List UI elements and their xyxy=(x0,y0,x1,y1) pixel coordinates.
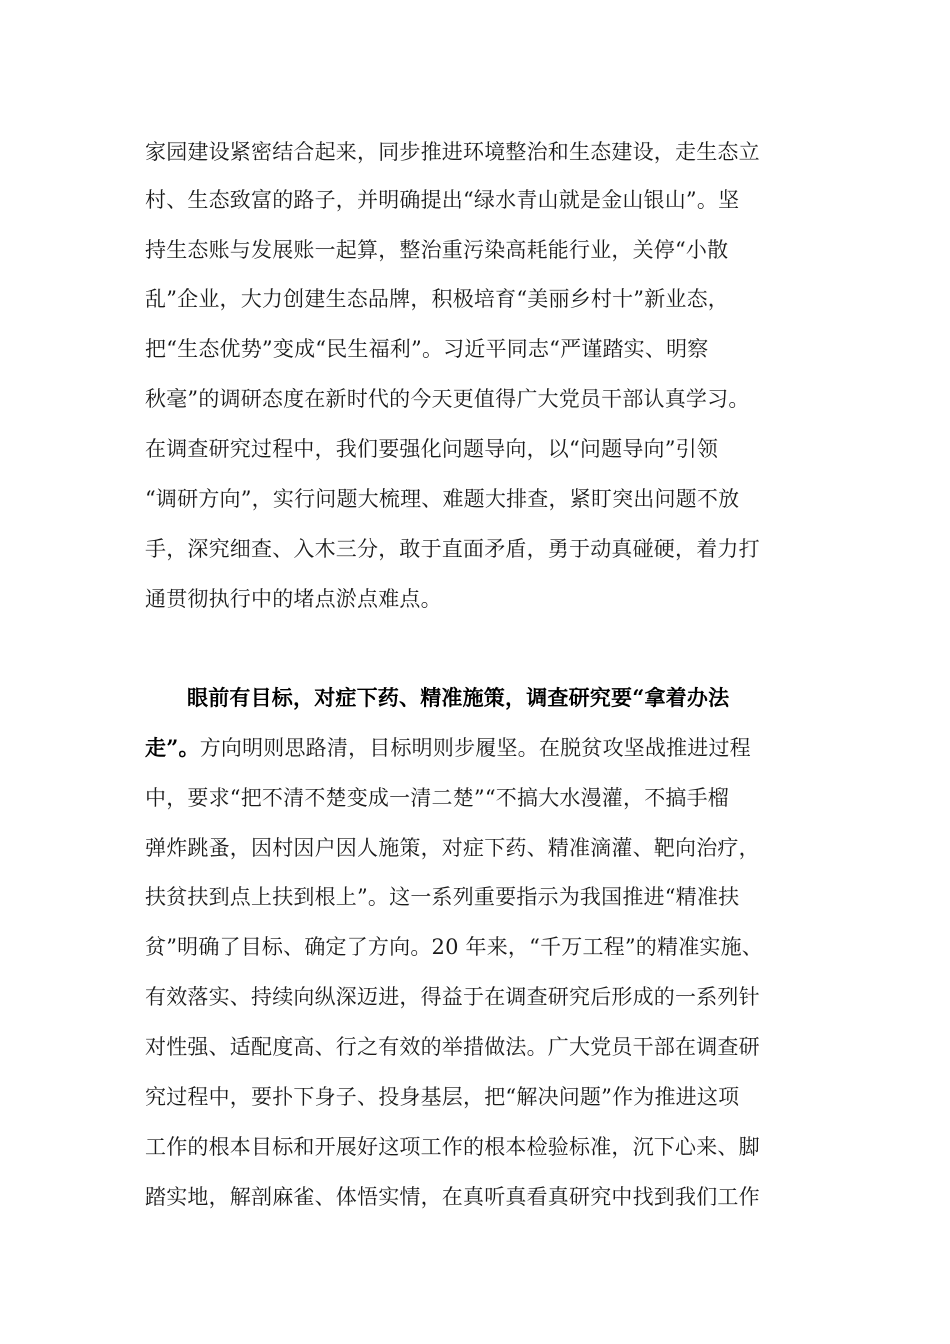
text-line: 对性强、适配度高、行之有效的举措做法。广大党员干部在调查研 xyxy=(145,1035,760,1059)
text-line: 在调查研究过程中，我们要强化问题导向，以“问题导向”引领 xyxy=(145,437,719,461)
text-line: 村、生态致富的路子，并明确提出“绿水青山就是金山银山”。坚 xyxy=(145,188,740,212)
text-line: 手，深究细查、入木三分，敢于直面矛盾，勇于动真碰硬，着力打 xyxy=(145,537,760,561)
text-line: 中，要求“把不清不楚变成一清二楚”“不搞大水漫灌，不搞手榴 xyxy=(145,786,730,810)
text-line: 贫”明确了目标、确定了方向。20 年来，“千万工程”的精准实施、 xyxy=(145,935,764,959)
text-line: 把“生态优势”变成“民生福利”。习近平同志“严谨踏实、明察 xyxy=(145,337,709,361)
text-line: 乱”企业，大力创建生态品牌，积极培育“美丽乡村十”新业态， xyxy=(145,287,730,311)
text-line-rest: 方向明则思路清，目标明则步履坚。在脱贫攻坚战推进过程 xyxy=(199,736,751,760)
text-line: 持生态账与发展账一起算，整治重污染高耗能行业，关停“小散 xyxy=(145,238,729,262)
text-line: 究过程中，要扑下身子、投身基层，把“解决问题”作为推进这项 xyxy=(145,1085,740,1109)
section-heading-end: 走”。 xyxy=(145,735,200,760)
text-line: 弹炸跳蚤，因村因户因人施策，对症下药、精准滴灌、靶向治疗， xyxy=(145,836,760,860)
section-heading: 眼前有目标，对症下药、精准施策，调查研究要“拿着办法 xyxy=(187,685,730,710)
text-line: 扶贫扶到点上扶到根上”。这一系列重要指示为我国推进“精准扶 xyxy=(145,885,740,909)
text-line: 工作的根本目标和开展好这项工作的根本检验标准，沉下心来、脚 xyxy=(145,1135,760,1159)
text-line: 秋毫”的调研态度在新时代的今天更值得广大党员干部认真学习。 xyxy=(145,387,750,411)
text-line: 踏实地，解剖麻雀、体悟实情，在真听真看真研究中找到我们工作 xyxy=(145,1185,760,1209)
text-line: 家园建设紧密结合起来，同步推进环境整治和生态建设，走生态立 xyxy=(145,140,760,164)
text-line: 通贯彻执行中的堵点淤点难点。 xyxy=(145,587,442,611)
text-line: “调研方向”，实行问题大梳理、难题大排查，紧盯突出问题不放 xyxy=(145,487,740,511)
text-line: 有效落实、持续向纵深迈进，得益于在调查研究后形成的一系列针 xyxy=(145,985,760,1009)
text-line xyxy=(145,735,751,761)
